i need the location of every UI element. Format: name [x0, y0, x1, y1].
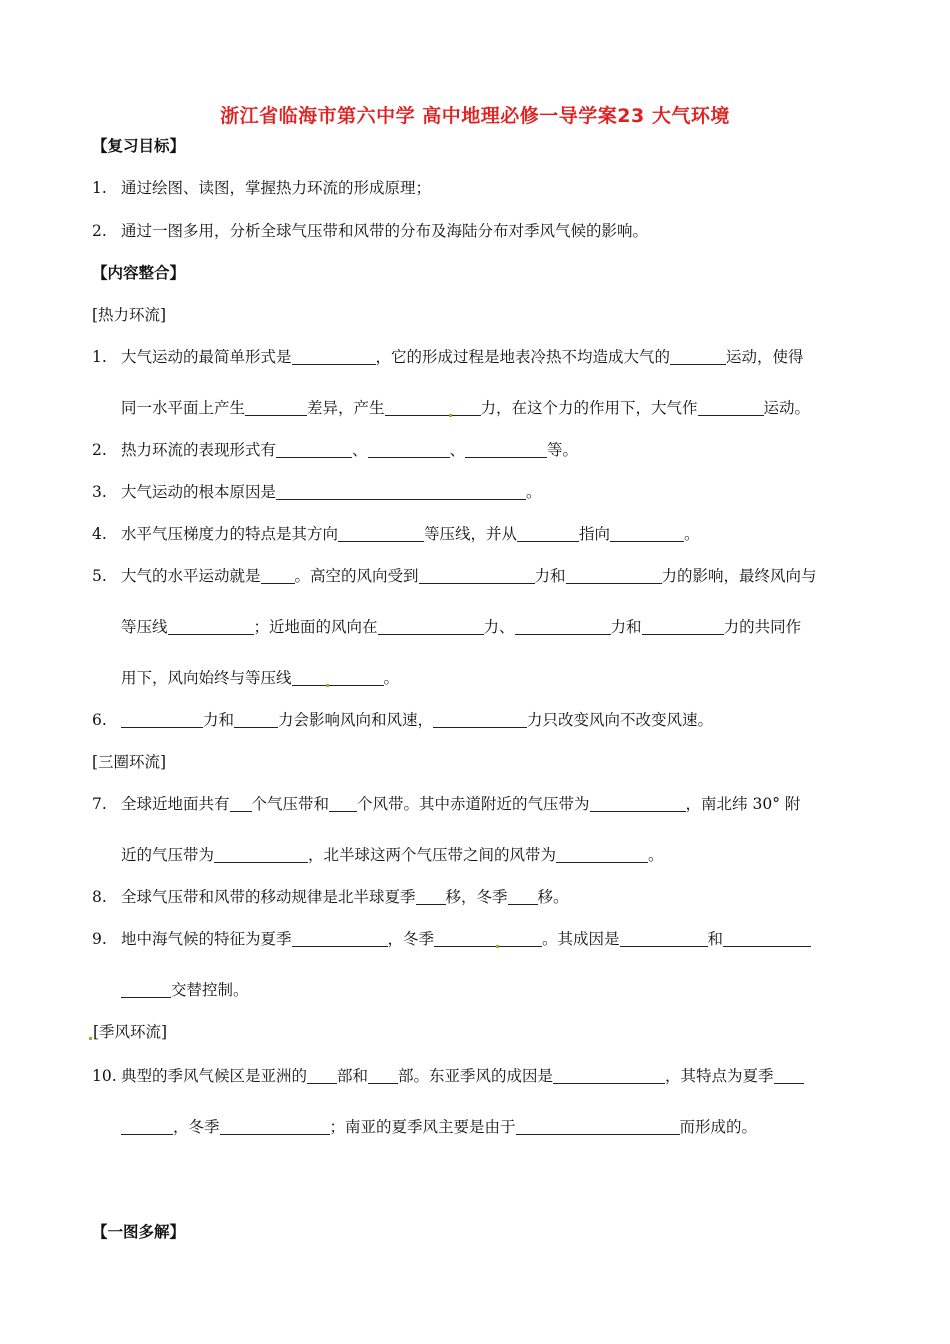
- section-monsoon-circulation: [季风环流]: [93, 1023, 168, 1041]
- answer-blank[interactable]: [774, 1067, 804, 1084]
- question-text: 同一水平面上产生: [121, 399, 246, 417]
- question-text: ，冬季: [173, 1118, 220, 1136]
- question-text: 。: [684, 525, 700, 543]
- question-text: 典型的季风气候区是亚洲的: [121, 1067, 308, 1085]
- answer-blank[interactable]: [508, 888, 538, 905]
- question-text: 。高空的风向受到: [294, 567, 419, 585]
- question-text: 运动。: [763, 399, 811, 417]
- answer-blank[interactable]: [465, 441, 547, 458]
- question-1-line-2: [121, 398, 810, 418]
- question-text: 、: [449, 441, 466, 459]
- question-text: ，它的形成过程是地表冷热不均造成大气的: [375, 348, 671, 366]
- goal-1: [92, 178, 431, 198]
- answer-blank[interactable]: [121, 981, 171, 998]
- answer-blank[interactable]: [433, 711, 527, 728]
- answer-blank[interactable]: [230, 795, 252, 812]
- question-number: 9.: [92, 930, 107, 948]
- multi-interpretation-heading: 【一图多解】: [92, 1222, 186, 1241]
- answer-blank[interactable]: [566, 567, 662, 584]
- question-text: 、: [352, 441, 368, 459]
- review-goals-heading: 【复习目标】: [92, 136, 186, 155]
- answer-blank[interactable]: [121, 1118, 173, 1135]
- answer-blank[interactable]: [642, 618, 724, 635]
- page-title: 浙江省临海市第六中学 高中地理必修一导学案23 大气环境: [220, 105, 730, 127]
- question-7-line-2: [121, 845, 664, 865]
- answer-blank[interactable]: [515, 618, 611, 635]
- answer-blank[interactable]: [610, 525, 684, 542]
- question-text: 等压线，并从: [424, 525, 518, 543]
- question-text: 全球气压带和风带的移动规律是北半球夏季: [121, 888, 416, 906]
- answer-blank[interactable]: [121, 711, 203, 728]
- goal-number: 1.: [92, 179, 107, 197]
- question-9-line-1: [92, 929, 811, 949]
- question-number: 7.: [92, 795, 107, 813]
- answer-blank[interactable]: [234, 711, 278, 728]
- answer-blank[interactable]: [214, 846, 308, 863]
- question-text: 水平气压梯度力的特点是其方向: [121, 525, 339, 543]
- question-8: [92, 887, 569, 907]
- question-text: 。: [648, 846, 664, 864]
- question-text: 等压线: [121, 618, 168, 636]
- question-6: [92, 710, 713, 730]
- edit-mark: [89, 1037, 92, 1040]
- question-text: 个风带。其中赤道附近的气压带为: [357, 795, 590, 813]
- section-three-cell-circulation: [三圈环流]: [92, 753, 167, 771]
- question-text: 力会影响风向和风速，: [278, 711, 434, 729]
- answer-blank[interactable]: [670, 348, 726, 365]
- answer-blank[interactable]: [292, 669, 384, 686]
- question-1-line-1: [92, 347, 804, 367]
- question-number: 10.: [92, 1067, 117, 1085]
- question-number: 3.: [92, 483, 107, 501]
- goal-text: 通过绘图、读图，掌握热力环流的形成原理；: [121, 179, 432, 197]
- question-text: 个气压带和: [251, 795, 330, 813]
- answer-blank[interactable]: [419, 567, 535, 584]
- answer-blank[interactable]: [556, 846, 648, 863]
- question-text: 力，在这个力的作用下，大气作: [480, 399, 698, 417]
- question-4: [92, 524, 700, 544]
- edit-mark: [326, 684, 329, 687]
- answer-blank[interactable]: [378, 618, 484, 635]
- answer-blank[interactable]: [385, 399, 481, 416]
- answer-blank[interactable]: [698, 399, 764, 416]
- answer-blank[interactable]: [434, 930, 542, 947]
- answer-blank[interactable]: [553, 1067, 665, 1084]
- goal-text: 通过一图多用，分析全球气压带和风带的分布及海陆分布对季风气候的影响。: [121, 222, 649, 240]
- question-text: 移。: [537, 888, 569, 906]
- question-text: 大气的水平运动就是: [121, 567, 261, 585]
- section-thermal-circulation: [热力环流]: [92, 306, 167, 324]
- question-text: 运动，使得: [726, 348, 804, 366]
- question-text: 力的共同作: [723, 618, 802, 636]
- answer-blank[interactable]: [168, 618, 254, 635]
- question-text: 移，冬季: [445, 888, 508, 906]
- question-text: 。其成因是: [542, 930, 620, 948]
- answer-blank[interactable]: [329, 795, 357, 812]
- question-text: 部。东亚季风的成因是: [398, 1067, 554, 1085]
- question-number: 5.: [92, 567, 107, 585]
- question-text: 指向: [579, 525, 611, 543]
- question-text: 力的影响，最终风向与: [661, 567, 817, 585]
- question-5-line-2: [121, 617, 801, 637]
- answer-blank[interactable]: [620, 930, 708, 947]
- question-10-line-1: [92, 1066, 804, 1086]
- question-text: 力只改变风向不改变风速。: [527, 711, 714, 729]
- question-text: ；南亚的夏季风主要是由于: [329, 1118, 516, 1136]
- answer-blank[interactable]: [245, 399, 307, 416]
- question-number: 6.: [92, 711, 107, 729]
- answer-blank[interactable]: [307, 1067, 337, 1084]
- answer-blank[interactable]: [338, 525, 424, 542]
- goal-2: [92, 221, 648, 241]
- answer-blank[interactable]: [516, 1118, 680, 1135]
- answer-blank[interactable]: [276, 441, 352, 458]
- edit-mark: [449, 414, 452, 417]
- content-heading: 【内容整合】: [92, 263, 186, 282]
- question-text: 交替控制。: [171, 981, 249, 999]
- question-text: 部和: [337, 1067, 369, 1085]
- question-text: 差异，产生: [307, 399, 385, 417]
- question-text: 热力环流的表现形式有: [121, 441, 277, 459]
- answer-blank[interactable]: [590, 795, 686, 812]
- question-10-line-2: [121, 1117, 757, 1137]
- question-text: 大气运动的最简单形式是: [121, 348, 292, 366]
- question-9-line-2: [121, 980, 249, 1000]
- answer-blank[interactable]: [368, 441, 450, 458]
- question-text: 和: [707, 930, 724, 948]
- question-text: ，冬季: [387, 930, 435, 948]
- question-number: 4.: [92, 525, 107, 543]
- answer-blank[interactable]: [416, 888, 446, 905]
- question-text: 大气运动的根本原因是: [121, 483, 277, 501]
- question-3: [92, 482, 542, 502]
- question-text: 力和: [610, 618, 642, 636]
- question-text: 力、: [483, 618, 515, 636]
- question-text: ，其特点为夏季: [665, 1067, 774, 1085]
- question-text: 力和: [534, 567, 566, 585]
- question-7-line-1: [92, 794, 800, 814]
- question-text: ，南北纬 30° 附: [685, 795, 801, 813]
- edit-mark: [496, 945, 499, 948]
- answer-blank[interactable]: [261, 567, 295, 584]
- question-number: 2.: [92, 441, 107, 459]
- question-text: ；近地面的风向在: [253, 618, 378, 636]
- goal-number: 2.: [92, 222, 107, 240]
- question-5-line-1: [92, 566, 817, 586]
- question-number: 1.: [92, 348, 107, 366]
- question-text: 。: [526, 483, 542, 501]
- question-text: ，北半球这两个气压带之间的风带为: [308, 846, 557, 864]
- answer-blank[interactable]: [517, 525, 579, 542]
- question-text: 等。: [547, 441, 579, 459]
- question-text: 地中海气候的特征为夏季: [121, 930, 292, 948]
- answer-blank[interactable]: [292, 348, 376, 365]
- question-text: 而形成的。: [679, 1118, 758, 1136]
- answer-blank[interactable]: [292, 930, 388, 947]
- question-5-line-3: [121, 668, 399, 688]
- answer-blank[interactable]: [276, 483, 526, 500]
- question-text: 全球近地面共有: [121, 795, 230, 813]
- answer-blank[interactable]: [723, 930, 811, 947]
- answer-blank[interactable]: [368, 1067, 398, 1084]
- question-text: 力和: [203, 711, 235, 729]
- question-2: [92, 440, 578, 460]
- question-text: 近的气压带为: [121, 846, 215, 864]
- answer-blank[interactable]: [220, 1118, 330, 1135]
- question-text: 。: [383, 669, 400, 687]
- question-number: 8.: [92, 888, 107, 906]
- question-text: 用下，风向始终与等压线: [121, 669, 292, 687]
